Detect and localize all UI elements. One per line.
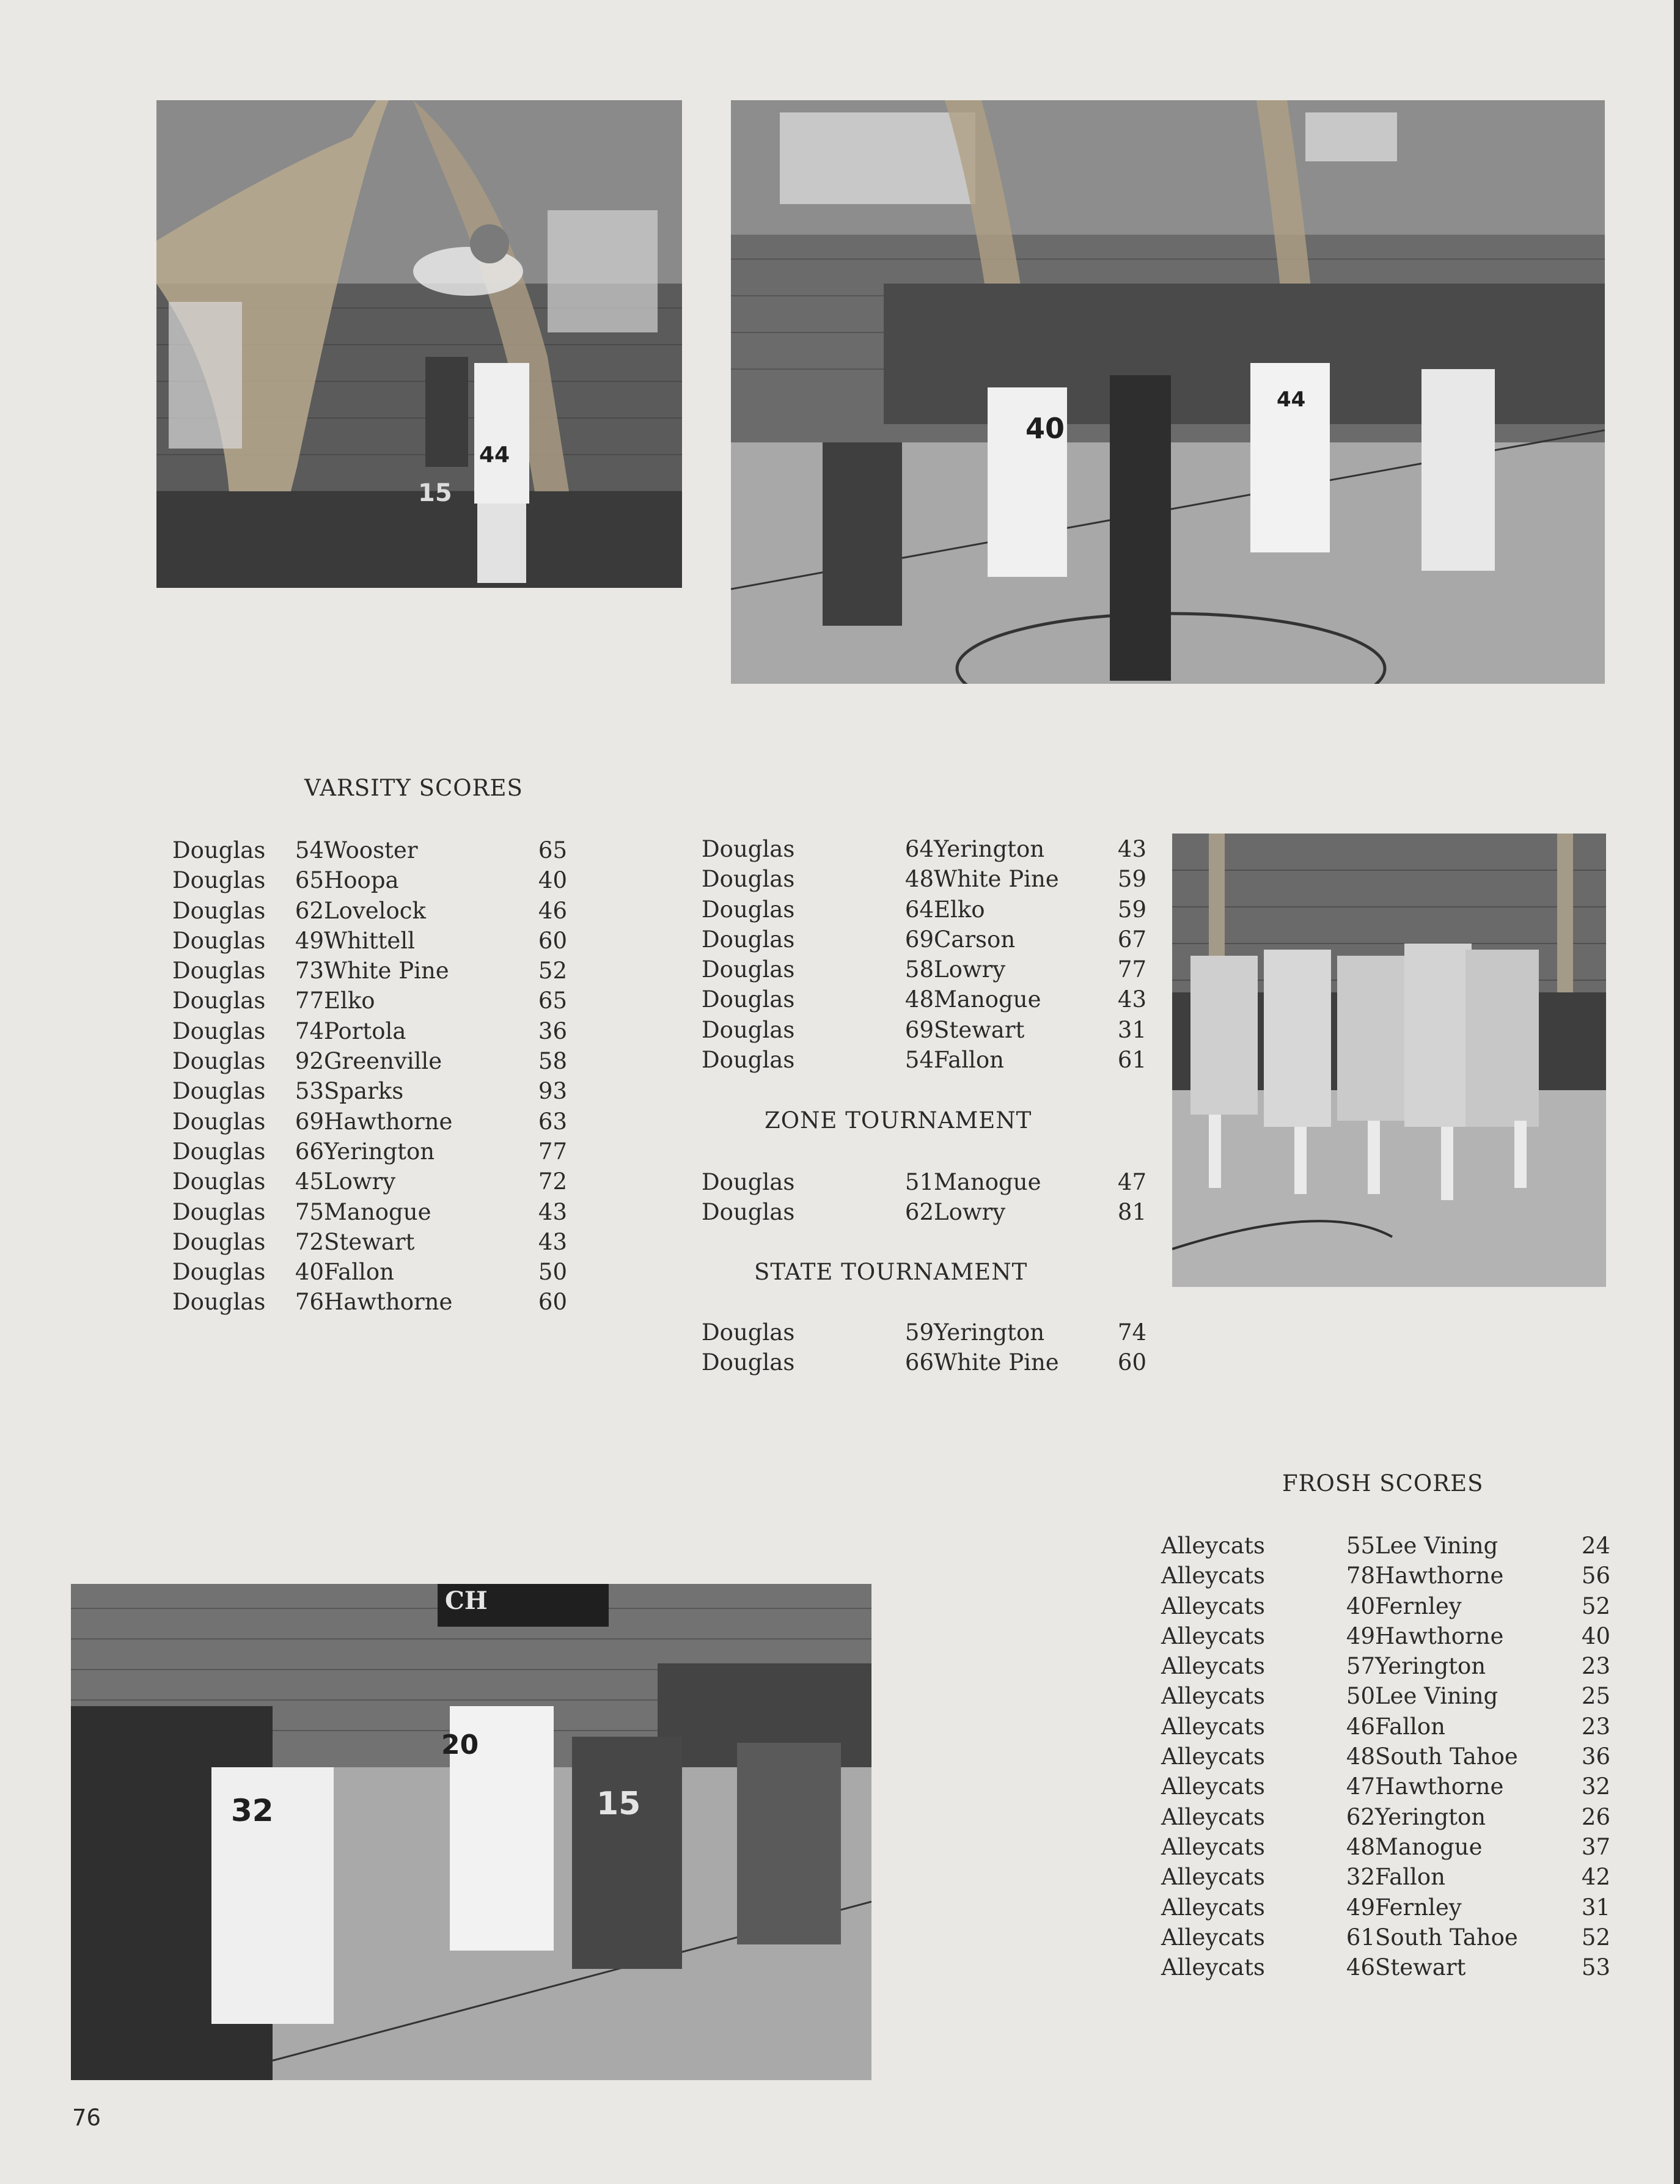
team-name: Douglas (702, 926, 795, 953)
opponent-name: White Pine (934, 1349, 1059, 1376)
opponent-name: Hawthorne (1375, 1622, 1504, 1649)
opponent-name: Stewart (934, 1016, 1025, 1043)
zone-tournament-title: ZONE TOURNAMENT (765, 1107, 1032, 1134)
score-row (172, 1107, 567, 1137)
opponent-score: 65 (538, 988, 567, 1014)
score-row (1161, 1802, 1610, 1832)
opponent-score: 52 (1581, 1924, 1610, 1951)
team-score: 69 (904, 926, 934, 953)
opponent-score: 36 (538, 1017, 567, 1044)
opponent-name: Lowry (934, 956, 1006, 983)
opponent-name: Elko (934, 896, 985, 923)
opponent-score: 60 (538, 927, 567, 954)
opponent-name: Yerington (1375, 1803, 1486, 1830)
opponent-score: 24 (1581, 1533, 1610, 1559)
opponent-score: 63 (538, 1108, 567, 1135)
team-score: 53 (295, 1078, 324, 1105)
opponent-score: 50 (538, 1259, 567, 1286)
opponent-score: 74 (1117, 1319, 1146, 1346)
team-score: 78 (1346, 1563, 1375, 1589)
jersey-number-32: 32 (231, 1793, 274, 1828)
score-row (702, 984, 1146, 1014)
team-name: Douglas (702, 986, 795, 1013)
team-name: Douglas (702, 1016, 795, 1043)
opponent-name: Carson (934, 926, 1016, 953)
opponent-score: 61 (1117, 1047, 1146, 1074)
opponent-name: Lovelock (324, 897, 426, 924)
team-name: Alleycats (1161, 1622, 1265, 1649)
opponent-score: 56 (1581, 1563, 1610, 1589)
team-name: Douglas (702, 1169, 795, 1195)
score-row (702, 1317, 1146, 1347)
opponent-name: Elko (324, 988, 375, 1014)
score-row (1161, 1621, 1610, 1651)
opponent-score: 77 (1117, 956, 1146, 983)
score-row (172, 1227, 567, 1257)
team-name: Alleycats (1161, 1833, 1265, 1860)
opponent-name: Hawthorne (324, 1108, 453, 1135)
team-score: 49 (1346, 1622, 1375, 1649)
score-row (172, 1046, 567, 1076)
team-score: 92 (295, 1048, 324, 1075)
opponent-score: 25 (1581, 1683, 1610, 1710)
opponent-score: 67 (1117, 926, 1146, 953)
team-score: 50 (1346, 1683, 1375, 1710)
team-name: Douglas (172, 1259, 266, 1286)
team-name: Douglas (702, 1319, 795, 1346)
photo-game-action (71, 1584, 871, 2080)
team-name: Alleycats (1161, 1683, 1265, 1710)
opponent-score: 43 (538, 1228, 567, 1255)
opponent-name: Whittell (324, 927, 415, 954)
varsity-scores-title: VARSITY SCORES (304, 775, 523, 801)
opponent-name: Wooster (324, 837, 418, 863)
score-row (172, 896, 567, 926)
team-name: Alleycats (1161, 1773, 1265, 1800)
state-tournament-title: STATE TOURNAMENT (754, 1259, 1028, 1285)
score-row (1161, 1531, 1610, 1561)
opponent-name: Hawthorne (1375, 1773, 1504, 1800)
score-row (172, 926, 567, 956)
team-name: Alleycats (1161, 1864, 1265, 1891)
score-row (1161, 1922, 1610, 1952)
team-score: 48 (904, 866, 934, 893)
opponent-score: 46 (538, 897, 567, 924)
team-score: 40 (1346, 1592, 1375, 1619)
team-name: Douglas (702, 896, 795, 923)
team-score: 69 (904, 1016, 934, 1043)
score-row (1161, 1952, 1610, 1982)
opponent-score: 32 (1581, 1773, 1610, 1800)
photo-team-huddle (1172, 834, 1606, 1287)
score-row (1161, 1772, 1610, 1801)
opponent-score: 53 (1581, 1954, 1610, 1981)
team-score: 45 (295, 1168, 324, 1195)
state-tournament-scores (702, 1317, 1146, 1378)
team-score: 55 (1346, 1533, 1375, 1559)
opponent-name: Greenville (324, 1048, 442, 1075)
team-score: 64 (904, 896, 934, 923)
team-score: 61 (1346, 1924, 1375, 1951)
team-score: 65 (295, 867, 324, 894)
team-score: 62 (904, 1199, 934, 1226)
score-row (1161, 1893, 1610, 1922)
team-name: Douglas (172, 867, 266, 894)
opponent-name: White Pine (324, 958, 449, 984)
score-row (702, 955, 1146, 984)
score-row (1161, 1712, 1610, 1742)
team-score: 54 (295, 837, 324, 863)
opponent-name: Stewart (1375, 1954, 1466, 1981)
team-name: Douglas (172, 958, 266, 984)
team-score: 40 (295, 1259, 324, 1286)
opponent-score: 43 (1117, 836, 1146, 862)
team-score: 48 (904, 986, 934, 1013)
opponent-name: Stewart (324, 1228, 415, 1255)
team-score: 57 (1346, 1653, 1375, 1680)
team-score: 76 (295, 1289, 324, 1316)
opponent-score: 52 (538, 958, 567, 984)
team-name: Douglas (702, 1199, 795, 1226)
team-name: Douglas (172, 1078, 266, 1105)
score-row (1161, 1742, 1610, 1772)
zone-tournament-scores (702, 1167, 1146, 1228)
team-name: Alleycats (1161, 1653, 1265, 1680)
score-row (702, 1197, 1146, 1227)
jersey-number-20: 20 (441, 1729, 479, 1761)
score-row (172, 1076, 567, 1106)
opponent-score: 65 (538, 837, 567, 863)
score-row (172, 956, 567, 986)
score-row (172, 986, 567, 1016)
opponent-name: Hawthorne (1375, 1563, 1504, 1589)
opponent-score: 40 (538, 867, 567, 894)
opponent-name: Manogue (934, 986, 1041, 1013)
score-row (172, 1257, 567, 1287)
jersey-number-15: 15 (418, 479, 452, 507)
opponent-name: Fallon (934, 1047, 1004, 1074)
jersey-number-44: 44 (479, 442, 510, 467)
opponent-name: Lee Vining (1375, 1683, 1498, 1710)
opponent-score: 77 (538, 1138, 567, 1165)
opponent-score: 52 (1581, 1592, 1610, 1619)
score-row (1161, 1651, 1610, 1681)
team-name: Alleycats (1161, 1894, 1265, 1921)
opponent-name: South Tahoe (1375, 1924, 1518, 1951)
team-score: 49 (1346, 1894, 1375, 1921)
opponent-name: Lowry (324, 1168, 396, 1195)
opponent-score: 37 (1581, 1833, 1610, 1860)
score-row (1161, 1591, 1610, 1621)
varsity-scores-right (702, 834, 1146, 1075)
opponent-name: Sparks (324, 1078, 404, 1105)
opponent-score: 43 (1117, 986, 1146, 1013)
opponent-name: Yerington (934, 1319, 1045, 1346)
team-name: Douglas (172, 1168, 266, 1195)
opponent-name: Fallon (324, 1259, 394, 1286)
team-score: 69 (295, 1108, 324, 1135)
opponent-name: Manogue (324, 1198, 431, 1225)
opponent-score: 42 (1581, 1864, 1610, 1891)
opponent-score: 43 (538, 1198, 567, 1225)
frosh-scores-title: FROSH SCORES (1282, 1470, 1484, 1497)
team-name: Douglas (172, 1228, 266, 1255)
team-name: Douglas (172, 1048, 266, 1075)
varsity-scores-left (172, 835, 567, 1317)
score-row (1161, 1561, 1610, 1591)
score-row (172, 1137, 567, 1167)
team-score: 66 (295, 1138, 324, 1165)
opponent-name: Hawthorne (324, 1289, 453, 1316)
opponent-score: 59 (1117, 896, 1146, 923)
opponent-score: 31 (1117, 1016, 1146, 1043)
score-row (1161, 1832, 1610, 1862)
team-name: Douglas (702, 836, 795, 862)
team-name: Alleycats (1161, 1713, 1265, 1740)
team-name: Douglas (172, 897, 266, 924)
team-name: Douglas (702, 956, 795, 983)
opponent-score: 26 (1581, 1803, 1610, 1830)
team-score: 47 (1346, 1773, 1375, 1800)
opponent-score: 23 (1581, 1653, 1610, 1680)
team-score: 48 (1346, 1743, 1375, 1770)
opponent-name: Fallon (1375, 1713, 1445, 1740)
team-score: 32 (1346, 1864, 1375, 1891)
banner-text: CH (445, 1586, 488, 1615)
team-score: 46 (1346, 1713, 1375, 1740)
opponent-name: Hoopa (324, 867, 399, 894)
page-number: 76 (72, 2105, 101, 2131)
team-name: Douglas (702, 1047, 795, 1074)
score-row (702, 864, 1146, 894)
team-name: Alleycats (1161, 1954, 1265, 1981)
opponent-score: 60 (1117, 1349, 1146, 1376)
team-score: 64 (904, 836, 934, 862)
opponent-score: 40 (1581, 1622, 1610, 1649)
team-name: Alleycats (1161, 1743, 1265, 1770)
opponent-score: 47 (1117, 1169, 1146, 1195)
score-row (702, 925, 1146, 955)
opponent-name: White Pine (934, 866, 1059, 893)
photo-jump-ball (156, 100, 682, 588)
score-row (172, 835, 567, 865)
score-row (172, 1016, 567, 1046)
opponent-score: 36 (1581, 1743, 1610, 1770)
team-name: Douglas (172, 927, 266, 954)
opponent-name: Fallon (1375, 1864, 1445, 1891)
opponent-name: South Tahoe (1375, 1743, 1518, 1770)
score-row (702, 834, 1146, 864)
opponent-name: Manogue (1375, 1833, 1483, 1860)
opponent-score: 72 (538, 1168, 567, 1195)
team-score: 54 (904, 1047, 934, 1074)
opponent-name: Portola (324, 1017, 406, 1044)
jersey-number-40: 40 (1025, 412, 1065, 445)
score-row (702, 1167, 1146, 1197)
team-score: 48 (1346, 1833, 1375, 1860)
score-row (172, 1167, 567, 1196)
score-row (172, 1287, 567, 1317)
team-score: 46 (1346, 1954, 1375, 1981)
opponent-name: Manogue (934, 1169, 1041, 1195)
team-score: 77 (295, 988, 324, 1014)
opponent-score: 58 (538, 1048, 567, 1075)
frosh-scores (1161, 1531, 1610, 1982)
team-name: Douglas (172, 837, 266, 863)
team-score: 66 (904, 1349, 934, 1376)
team-name: Alleycats (1161, 1924, 1265, 1951)
score-row (702, 1045, 1146, 1075)
team-score: 73 (295, 958, 324, 984)
score-row (702, 1347, 1146, 1377)
team-name: Douglas (172, 1017, 266, 1044)
opponent-name: Lowry (934, 1199, 1006, 1226)
opponent-score: 93 (538, 1078, 567, 1105)
team-score: 58 (904, 956, 934, 983)
opponent-name: Yerington (1375, 1653, 1486, 1680)
opponent-name: Yerington (324, 1138, 435, 1165)
team-name: Douglas (172, 1198, 266, 1225)
team-name: Alleycats (1161, 1533, 1265, 1559)
opponent-name: Yerington (934, 836, 1045, 862)
team-score: 49 (295, 927, 324, 954)
team-name: Douglas (702, 1349, 795, 1376)
team-score: 72 (295, 1228, 324, 1255)
opponent-score: 23 (1581, 1713, 1610, 1740)
team-score: 62 (1346, 1803, 1375, 1830)
opponent-score: 59 (1117, 866, 1146, 893)
team-score: 62 (295, 897, 324, 924)
jersey-number-15: 15 (596, 1786, 641, 1822)
team-score: 51 (904, 1169, 934, 1195)
team-score: 59 (904, 1319, 934, 1346)
score-row (1161, 1862, 1610, 1892)
opponent-name: Lee Vining (1375, 1533, 1498, 1559)
team-name: Douglas (172, 988, 266, 1014)
jersey-number-44: 44 (1277, 387, 1306, 412)
score-row (702, 895, 1146, 925)
opponent-name: Fernley (1375, 1592, 1462, 1619)
team-name: Douglas (702, 866, 795, 893)
team-score: 75 (295, 1198, 324, 1225)
opponent-score: 31 (1581, 1894, 1610, 1921)
team-score: 74 (295, 1017, 324, 1044)
opponent-name: Fernley (1375, 1894, 1462, 1921)
team-name: Douglas (172, 1289, 266, 1316)
team-name: Alleycats (1161, 1803, 1265, 1830)
opponent-score: 81 (1117, 1199, 1146, 1226)
team-name: Douglas (172, 1138, 266, 1165)
score-row (172, 1197, 567, 1227)
score-row (172, 865, 567, 895)
page-edge (1674, 0, 1680, 2184)
score-row (1161, 1681, 1610, 1711)
team-name: Douglas (172, 1108, 266, 1135)
opponent-score: 60 (538, 1289, 567, 1316)
team-name: Alleycats (1161, 1563, 1265, 1589)
score-row (702, 1015, 1146, 1045)
photo-free-throw (731, 100, 1605, 684)
team-name: Alleycats (1161, 1592, 1265, 1619)
